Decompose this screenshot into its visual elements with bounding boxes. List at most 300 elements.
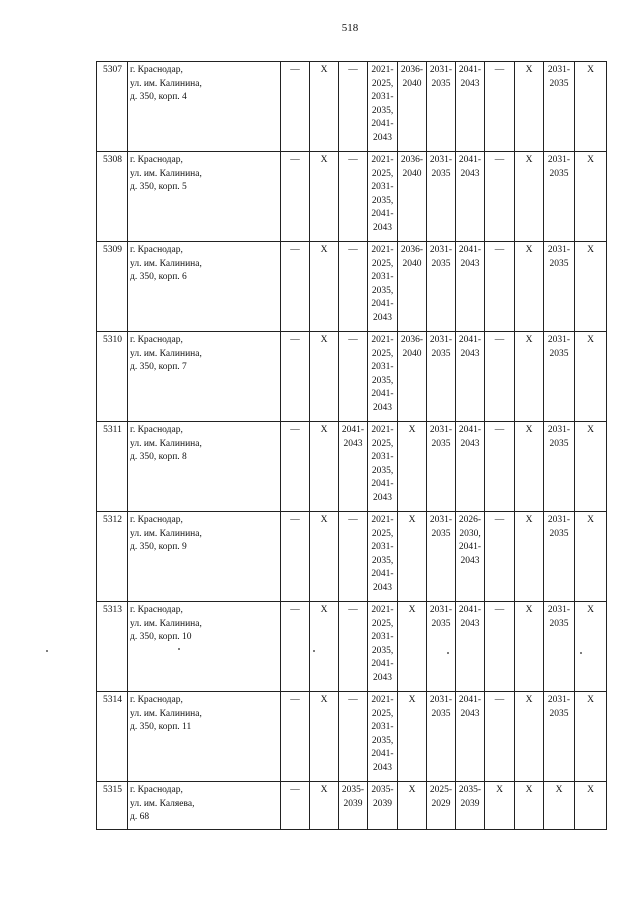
period-cell — [398, 152, 427, 242]
cell-line: — — [290, 65, 300, 75]
address-cell — [128, 152, 281, 242]
period-cell — [544, 782, 575, 830]
cell-line: X — [587, 155, 594, 165]
period-cell — [485, 692, 515, 782]
cell-line: 2031- — [429, 65, 453, 75]
period-cell — [515, 62, 544, 152]
cell-line: 2031- — [547, 515, 571, 525]
cell-line: 2031- — [547, 605, 571, 615]
address-line: г. Краснодар, — [130, 425, 183, 435]
address-line: д. 350, корп. 6 — [130, 272, 187, 283]
period-cell — [456, 422, 485, 512]
cell-line: — — [348, 155, 358, 165]
cell-line: 2035 — [549, 438, 569, 449]
cell-line: 2031- — [429, 155, 453, 165]
cell-line: 2043 — [373, 132, 392, 143]
cell-line: — — [348, 605, 358, 615]
cell-line: X — [587, 425, 594, 435]
period-cell — [398, 422, 427, 512]
period-cell — [368, 242, 398, 332]
cell-line: — — [348, 65, 358, 75]
cell-line: X — [587, 335, 594, 345]
address-line: ул. им. Калинина, — [130, 708, 202, 719]
cell-line: 2035 — [431, 708, 451, 719]
address-line: г. Краснодар, — [130, 245, 183, 255]
address-line: д. 68 — [130, 812, 150, 823]
period-cell — [281, 692, 310, 782]
cell-line: 2035- — [371, 785, 394, 795]
period-cell — [339, 152, 368, 242]
cell-line: 2043 — [373, 492, 392, 503]
cell-line: X — [408, 695, 416, 705]
cell-line: 2035, — [371, 285, 394, 296]
cell-line: 2035- — [458, 785, 482, 795]
row-number-cell: 5308 — [97, 152, 128, 242]
cell-line: X — [587, 65, 594, 75]
cell-line: X — [587, 245, 594, 255]
period-cell — [515, 152, 544, 242]
address-line: ул. им. Калинина, — [130, 78, 202, 89]
cell-line: X — [320, 695, 328, 705]
cell-line: — — [494, 695, 505, 705]
cell-line: X — [525, 425, 533, 435]
period-cell — [281, 782, 310, 830]
cell-line: X — [587, 515, 594, 525]
cell-line: 2035 — [431, 168, 451, 179]
cell-line: — — [494, 245, 505, 255]
period-cell — [544, 512, 575, 602]
address-line: д. 350, корп. 5 — [130, 182, 187, 193]
cell-line: 2041- — [458, 542, 482, 553]
cell-line: X — [587, 605, 594, 615]
period-cell — [368, 422, 398, 512]
cell-line: — — [494, 515, 505, 525]
address-line: ул. им. Каляева, — [130, 798, 195, 809]
cell-line: 2021- — [371, 245, 394, 255]
cell-line: — — [348, 335, 358, 345]
period-cell — [310, 152, 339, 242]
period-cell — [485, 242, 515, 332]
row-number-cell: 5307 — [97, 62, 128, 152]
cell-line: — — [494, 425, 505, 435]
cell-line: 2035 — [549, 528, 569, 539]
cell-line: — — [290, 335, 300, 345]
cell-line: X — [320, 605, 328, 615]
period-cell — [427, 512, 456, 602]
period-cell — [310, 512, 339, 602]
cell-line: 2043 — [373, 222, 392, 233]
period-cell — [398, 692, 427, 782]
cell-line: 2041- — [458, 65, 482, 75]
cell-line: 2031- — [371, 722, 394, 733]
scan-speck — [46, 650, 48, 652]
address-line: д. 350, корп. 8 — [130, 452, 187, 463]
cell-line: 2043 — [460, 555, 480, 566]
cell-line: 2036- — [400, 245, 424, 255]
address-line: д. 350, корп. 4 — [130, 92, 187, 103]
cell-line: 2043 — [373, 402, 392, 413]
cell-line: 2031- — [429, 515, 453, 525]
cell-line: 2036- — [400, 65, 424, 75]
period-cell — [456, 152, 485, 242]
address-line: д. 350, корп. 9 — [130, 542, 187, 553]
row-number-cell: 5313 — [97, 602, 128, 692]
cell-line: 2043 — [460, 78, 480, 89]
scan-speck — [447, 652, 449, 654]
cell-line: 2031- — [429, 425, 453, 435]
period-cell — [544, 332, 575, 422]
period-cell — [310, 602, 339, 692]
period-cell — [398, 512, 427, 602]
period-cell — [544, 62, 575, 152]
cell-line: 2039 — [373, 798, 392, 809]
cell-line: X — [408, 515, 416, 525]
cell-line: 2036- — [400, 155, 424, 165]
period-cell — [368, 782, 398, 830]
period-cell — [339, 512, 368, 602]
period-cell — [544, 422, 575, 512]
period-cell — [281, 242, 310, 332]
cell-line: X — [320, 335, 328, 345]
cell-line: 2035 — [549, 708, 569, 719]
cell-line: 2021- — [371, 425, 394, 435]
cell-line: 2025, — [371, 258, 394, 269]
table-row — [97, 692, 607, 782]
period-cell — [515, 242, 544, 332]
cell-line: 2041- — [458, 245, 482, 255]
cell-line: 2026- — [458, 515, 482, 525]
cell-line: 2025, — [371, 168, 394, 179]
period-cell — [427, 152, 456, 242]
scan-speck — [178, 648, 180, 650]
cell-line: 2031- — [371, 452, 394, 463]
period-cell — [368, 512, 398, 602]
cell-line: 2025, — [371, 528, 394, 539]
period-cell — [398, 602, 427, 692]
period-cell — [427, 62, 456, 152]
cell-line: 2035 — [431, 348, 451, 359]
scan-speck — [580, 652, 582, 654]
address-line: ул. им. Калинина, — [130, 348, 202, 359]
cell-line: 2031- — [371, 542, 394, 553]
cell-line: X — [320, 785, 328, 795]
cell-line: 2035 — [431, 78, 451, 89]
address-line: д. 350, корп. 10 — [130, 632, 192, 643]
cell-line: 2035 — [549, 258, 569, 269]
table-row — [97, 332, 607, 422]
cell-line: 2029 — [431, 798, 451, 809]
cell-line: 2031- — [547, 155, 571, 165]
cell-line: 2035 — [549, 168, 569, 179]
cell-line: X — [408, 605, 416, 615]
cell-line: 2035, — [371, 375, 394, 386]
cell-line: 2041- — [371, 659, 394, 670]
period-cell — [310, 332, 339, 422]
period-cell — [515, 602, 544, 692]
period-cell — [339, 62, 368, 152]
period-cell — [485, 62, 515, 152]
cell-line: 2025, — [371, 78, 394, 89]
cell-line: 2043 — [460, 348, 480, 359]
cell-line: 2031- — [371, 272, 394, 283]
address-line: ул. им. Калинина, — [130, 438, 202, 449]
cell-line: 2031- — [547, 245, 571, 255]
address-cell — [128, 62, 281, 152]
table-row — [97, 512, 607, 602]
cell-line: 2035, — [371, 465, 394, 476]
cell-line: X — [525, 515, 533, 525]
cell-line: X — [525, 65, 533, 75]
period-cell — [456, 242, 485, 332]
period-cell — [456, 332, 485, 422]
period-cell — [427, 422, 456, 512]
period-cell — [281, 332, 310, 422]
cell-line: 2043 — [460, 618, 480, 629]
cell-line: 2025, — [371, 708, 394, 719]
address-cell — [128, 782, 281, 830]
period-cell — [427, 602, 456, 692]
cell-line: 2031- — [371, 362, 394, 373]
period-cell — [281, 62, 310, 152]
address-cell — [128, 692, 281, 782]
cell-line: 2041- — [341, 425, 365, 435]
period-cell — [427, 782, 456, 830]
cell-line: 2036- — [400, 335, 424, 345]
period-cell — [485, 422, 515, 512]
cell-line: 2041- — [371, 389, 394, 400]
cell-line: 2040 — [402, 78, 422, 89]
period-cell — [456, 62, 485, 152]
period-cell — [368, 602, 398, 692]
cell-line: 2025- — [429, 785, 453, 795]
cell-line: — — [290, 605, 300, 615]
cell-line: 2041- — [371, 209, 394, 220]
cell-line: 2025, — [371, 348, 394, 359]
cell-line: 2041- — [458, 605, 482, 615]
cell-line: 2031- — [547, 425, 571, 435]
cell-line: 2043 — [460, 438, 480, 449]
page-number: 518 — [341, 22, 359, 34]
cell-line: 2031- — [429, 245, 453, 255]
address-line: г. Краснодар, — [130, 605, 183, 615]
address-line: ул. им. Калинина, — [130, 168, 202, 179]
cell-line: X — [320, 155, 328, 165]
cell-line: 2039 — [343, 798, 363, 809]
cell-line: 2040 — [402, 258, 422, 269]
cell-line: — — [494, 155, 505, 165]
cell-line: X — [320, 245, 328, 255]
cell-line: 2035, — [371, 555, 394, 566]
cell-line: 2030, — [459, 528, 481, 539]
cell-line: 2031- — [429, 335, 453, 345]
cell-line: X — [525, 245, 533, 255]
period-cell — [368, 692, 398, 782]
period-cell — [310, 62, 339, 152]
table-row — [97, 782, 607, 830]
table-row — [97, 422, 607, 512]
row-number-cell: 5309 — [97, 242, 128, 332]
period-cell — [575, 602, 607, 692]
period-cell — [281, 602, 310, 692]
address-line: ул. им. Калинина, — [130, 258, 202, 269]
cell-line: 2041- — [371, 299, 394, 310]
cell-line: 2041- — [458, 155, 482, 165]
period-cell — [427, 242, 456, 332]
period-cell — [427, 332, 456, 422]
cell-line: 2025, — [371, 438, 394, 449]
period-cell — [339, 332, 368, 422]
period-cell — [339, 692, 368, 782]
period-cell — [281, 422, 310, 512]
period-cell — [281, 512, 310, 602]
cell-line: 2041- — [458, 335, 482, 345]
address-cell — [128, 422, 281, 512]
row-number-cell: 5312 — [97, 512, 128, 602]
period-cell — [544, 602, 575, 692]
period-cell — [456, 692, 485, 782]
period-cell — [575, 782, 607, 830]
cell-line: 2043 — [460, 708, 480, 719]
cell-line: 2025, — [371, 618, 394, 629]
cell-line: 2021- — [371, 515, 394, 525]
period-cell — [281, 152, 310, 242]
cell-line: — — [348, 515, 358, 525]
cell-line: 2035 — [549, 348, 569, 359]
address-cell — [128, 602, 281, 692]
period-cell — [544, 242, 575, 332]
period-cell — [427, 692, 456, 782]
cell-line: 2035 — [431, 528, 451, 539]
cell-line: 2043 — [460, 168, 480, 179]
address-line: ул. им. Калинина, — [130, 528, 202, 539]
cell-line: 2031- — [547, 695, 571, 705]
period-cell — [575, 62, 607, 152]
cell-line: 2035 — [549, 78, 569, 89]
cell-line: 2021- — [371, 695, 394, 705]
table-row — [97, 152, 607, 242]
cell-line: 2031- — [371, 182, 394, 193]
period-cell — [544, 152, 575, 242]
cell-line: X — [408, 425, 416, 435]
period-cell — [368, 62, 398, 152]
address-line: г. Краснодар, — [130, 515, 183, 525]
scan-speck — [313, 650, 315, 652]
period-cell — [339, 602, 368, 692]
period-cell — [456, 602, 485, 692]
period-cell — [515, 422, 544, 512]
cell-line: 2021- — [371, 605, 394, 615]
period-cell — [575, 692, 607, 782]
cell-line: — — [290, 785, 300, 795]
cell-line: 2035 — [431, 438, 451, 449]
period-cell — [456, 512, 485, 602]
period-cell — [485, 332, 515, 422]
period-cell — [339, 782, 368, 830]
cell-line: X — [555, 785, 563, 795]
address-line: д. 350, корп. 7 — [130, 362, 187, 373]
period-cell — [456, 782, 485, 830]
address-line: д. 350, корп. 11 — [130, 722, 192, 733]
address-line: г. Краснодар, — [130, 695, 183, 705]
cell-line: X — [587, 695, 594, 705]
period-cell — [398, 782, 427, 830]
address-cell — [128, 512, 281, 602]
row-number-cell: 5314 — [97, 692, 128, 782]
cell-line: X — [408, 785, 416, 795]
cell-line: 2039 — [460, 798, 480, 809]
cell-line: 2035 — [431, 618, 451, 629]
address-line: г. Краснодар, — [130, 335, 183, 345]
cell-line: 2041- — [371, 569, 394, 580]
row-number-cell: 5310 — [97, 332, 128, 422]
cell-line: 2021- — [371, 155, 394, 165]
cell-line: 2043 — [373, 762, 392, 773]
period-cell — [368, 152, 398, 242]
period-cell — [398, 242, 427, 332]
cell-line: X — [525, 695, 533, 705]
period-cell — [515, 692, 544, 782]
cell-line: X — [525, 605, 533, 615]
cell-line: 2031- — [547, 65, 571, 75]
cell-line: X — [525, 785, 533, 795]
period-cell — [515, 332, 544, 422]
cell-line: 2035, — [371, 645, 394, 656]
period-cell — [368, 332, 398, 422]
cell-line: 2041- — [458, 425, 482, 435]
cell-line: 2043 — [373, 312, 392, 323]
period-cell — [575, 422, 607, 512]
cell-line: — — [348, 695, 358, 705]
cell-line: — — [494, 335, 505, 345]
address-line: ул. им. Калинина, — [130, 618, 202, 629]
address-line: г. Краснодар, — [130, 155, 183, 165]
cell-line: X — [496, 785, 503, 795]
cell-line: X — [320, 515, 328, 525]
period-cell — [339, 242, 368, 332]
period-cell — [310, 242, 339, 332]
cell-line: — — [290, 425, 300, 435]
row-number-cell: 5311 — [97, 422, 128, 512]
cell-line: 2040 — [402, 168, 422, 179]
cell-line: 2031- — [371, 92, 394, 103]
cell-line: — — [290, 695, 300, 705]
period-cell — [485, 602, 515, 692]
cell-line: 2021- — [371, 65, 394, 75]
cell-line: X — [525, 335, 533, 345]
table-row — [97, 62, 607, 152]
cell-line: — — [290, 515, 300, 525]
cell-line: 2041- — [371, 749, 394, 760]
cell-line: 2035 — [549, 618, 569, 629]
cell-line: 2021- — [371, 335, 394, 345]
period-cell — [515, 782, 544, 830]
building-registry-table — [96, 61, 607, 830]
period-cell — [575, 512, 607, 602]
period-cell — [310, 782, 339, 830]
period-cell — [339, 422, 368, 512]
cell-line: 2040 — [402, 348, 422, 359]
cell-line: 2043 — [460, 258, 480, 269]
cell-line: 2035, — [371, 735, 394, 746]
cell-line: 2043 — [343, 438, 363, 449]
cell-line: 2041- — [458, 695, 482, 705]
period-cell — [575, 152, 607, 242]
table-row — [97, 602, 607, 692]
period-cell — [485, 782, 515, 830]
cell-line: — — [290, 155, 300, 165]
cell-line: 2031- — [547, 335, 571, 345]
period-cell — [575, 332, 607, 422]
